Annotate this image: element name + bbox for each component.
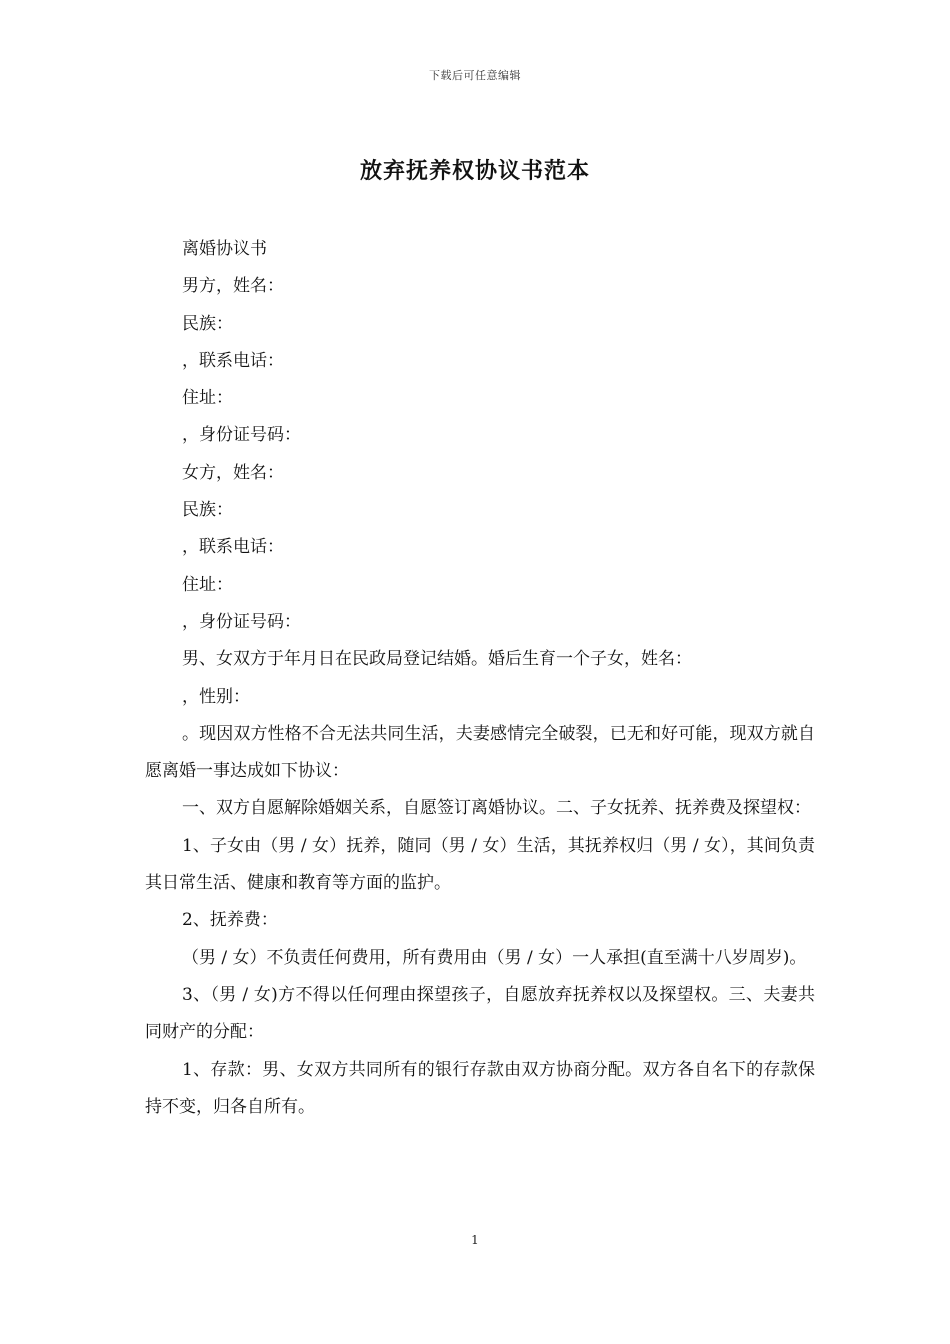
paragraph: 。现因双方性格不合无法共同生活，夫妻感情完全破裂，已无和好可能，现双方就自愿离婚一事达成如下协议： [145,723,815,782]
text-line: 民族： [182,500,233,521]
header-note: 下载后可任意编辑 [429,69,521,82]
text-line: 女方，姓名： [182,462,284,483]
text-line: 男、女双方于年月日在民政局登记结婚。婚后生育一个子女，姓名： [182,649,692,670]
paragraph: 一、双方自愿解除婚姻关系，自愿签订离婚协议。二、子女抚养、抚养费及探望权： [182,798,811,819]
text-line: ，身份证号码： [182,611,301,632]
document-title: 放弃抚养权协议书范本 [359,158,590,184]
paragraph: 2、抚养费： [182,910,278,931]
text-line: ，联系电话： [182,537,284,558]
text-line: ，联系电话： [182,350,284,371]
paragraph: 3、（男 / 女)方不得以任何理由探望孩子，自愿放弃抚养权以及探望权。三、夫妻共同财产的分配： [145,984,815,1043]
text-line: 住址： [182,388,233,409]
document-body [145,231,815,1126]
paragraph: （男 / 女）不负责任何费用，所有费用由（男 / 女）一人承担(直至满十八岁周岁)。 [182,947,807,968]
paragraph: 1、存款：男、女双方共同所有的银行存款由双方协商分配。双方各自名下的存款保持不变，归各自所有。 [145,1059,815,1117]
text-line: ，性别： [182,686,250,707]
text-line: 离婚协议书 [182,239,267,259]
paragraph: 1、子女由（男 / 女）抚养，随同（男 / 女）生活，其抚养权归（男 / 女），其间负责其日常生活、健康和教育等方面的监护。 [145,835,815,894]
text-line: 住址： [182,574,233,595]
page-number: 1 [471,1233,479,1247]
text-line: 民族： [182,313,233,334]
text-line: 男方，姓名： [182,276,284,297]
text-line: ，身份证号码： [182,425,301,446]
